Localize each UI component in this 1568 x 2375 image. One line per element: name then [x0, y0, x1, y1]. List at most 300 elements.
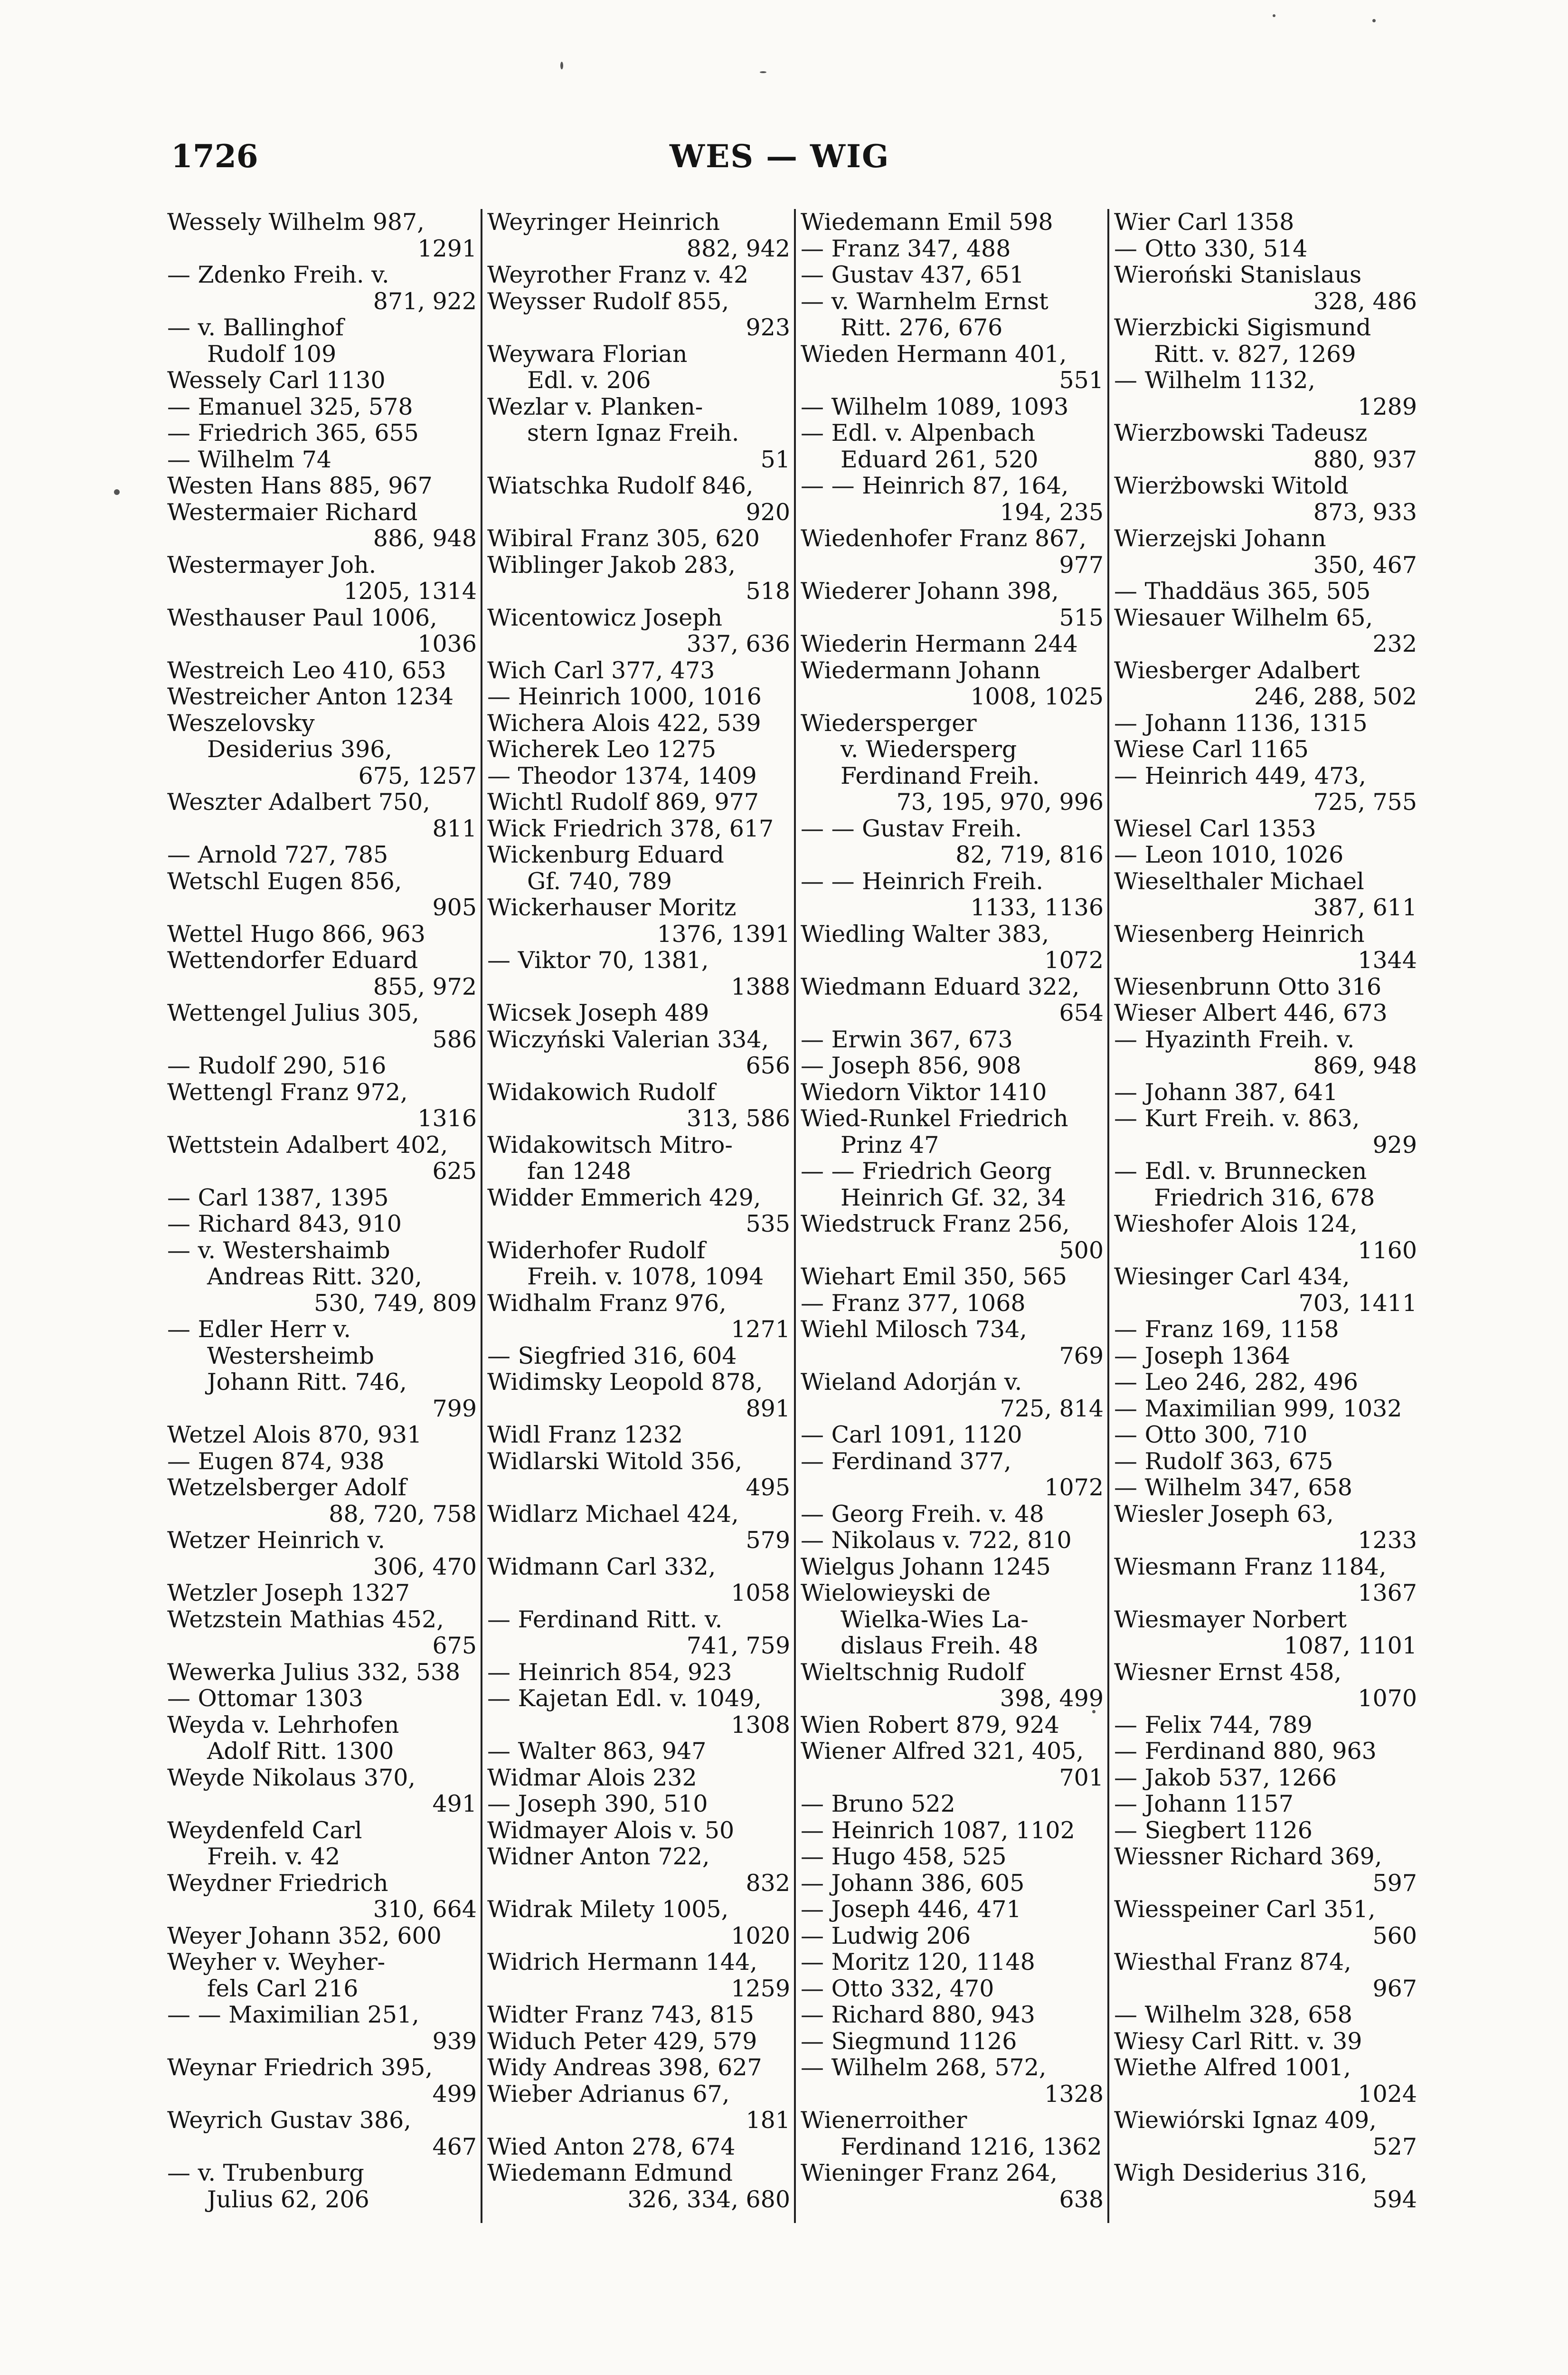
index-entry: 675, 1257: [358, 762, 477, 789]
index-entry: Wicsek Joseph 489: [487, 1000, 709, 1026]
index-entry: 703, 1411: [1298, 1290, 1417, 1316]
index-entry: Weyringer Heinrich: [487, 209, 720, 236]
index-entry: — Leo 246, 282, 496: [1114, 1369, 1359, 1396]
index-entry: 1072: [1044, 1474, 1104, 1501]
index-entry: 1328: [1044, 2080, 1104, 2107]
index-entry: 1058: [731, 1580, 790, 1606]
index-entry: 246, 288, 502: [1254, 684, 1417, 710]
index-entry: 579: [746, 1527, 790, 1554]
index-entry: Widrich Hermann 144,: [487, 1949, 757, 1976]
index-entry: 871, 922: [373, 288, 477, 314]
index-entry: — Wilhelm 1132,: [1114, 367, 1315, 394]
index-entry: Wick Friedrich 378, 617: [487, 815, 774, 842]
index-entry: — Walter 863, 947: [487, 1738, 707, 1765]
index-entry: Wiesler Joseph 63,: [1114, 1501, 1334, 1527]
index-entry: 306, 470: [373, 1553, 477, 1580]
index-entry: — Thaddäus 365, 505: [1114, 578, 1371, 605]
index-entry: Weyde Nikolaus 370,: [167, 1764, 416, 1791]
index-entry: 194, 235: [1000, 499, 1104, 525]
index-entry: 1308: [731, 1711, 790, 1738]
index-entry: — Leon 1010, 1026: [1114, 842, 1344, 868]
index-entry: — — Heinrich Freih.: [801, 868, 1044, 894]
index-entry: — Felix 744, 789: [1114, 1711, 1313, 1738]
index-entry: Wiesberger Adalbert: [1114, 657, 1360, 684]
index-entry: Wigh Desiderius 316,: [1114, 2160, 1368, 2186]
index-entry: Freih. v. 1078, 1094: [527, 1264, 764, 1290]
index-entry: Wiesel Carl 1353: [1114, 815, 1316, 842]
index-entry: — Johann 387, 641: [1114, 1079, 1338, 1105]
index-entry: Wiedmann Eduard 322,: [801, 973, 1080, 1000]
index-entry: Weyer Johann 352, 600: [167, 1922, 442, 1949]
index-entry: — Joseph 856, 908: [801, 1053, 1021, 1079]
index-entry: 1271: [731, 1316, 790, 1343]
index-entry: Widrak Milety 1005,: [487, 1896, 729, 1923]
index-entry: — v. Warnhelm Ernst: [801, 288, 1048, 314]
index-entry: 741, 759: [686, 1633, 790, 1659]
index-entry: Wiederer Johann 398,: [801, 578, 1059, 605]
index-entry: 337, 636: [686, 631, 790, 657]
index-entry: Wetschl Eugen 856,: [167, 868, 402, 894]
index-entry: 654: [1059, 1000, 1104, 1026]
index-entry: — v. Westershaimb: [167, 1237, 390, 1264]
index-entry: — Gustav 437, 651: [801, 262, 1024, 288]
index-entry: Wieber Adrianus 67,: [487, 2080, 730, 2107]
index-entry: Wiehl Milosch 734,: [801, 1316, 1027, 1343]
index-entry: Wiesenbrunn Otto 316: [1114, 973, 1382, 1000]
index-entry: Weyrich Gustav 386,: [167, 2107, 411, 2134]
index-entry: Wichera Alois 422, 539: [487, 710, 761, 736]
index-entry: — Ferdinand Ritt. v.: [487, 1606, 723, 1633]
index-entry: 530, 749, 809: [314, 1290, 477, 1316]
index-entry: fels Carl 216: [207, 1975, 359, 2002]
index-entry: Wierzejski Johann: [1114, 525, 1326, 552]
index-entry: — Wilhelm 74: [167, 446, 332, 473]
index-entry: Widl Franz 1232: [487, 1422, 683, 1448]
index-entry: 891: [746, 1395, 790, 1422]
index-entry: Wicentowicz Joseph: [487, 604, 723, 631]
index-entry: Wiewiórski Ignaz 409,: [1114, 2107, 1377, 2134]
index-entry: — Kurt Freih. v. 863,: [1114, 1105, 1360, 1132]
index-entry: 1316: [417, 1105, 477, 1132]
index-entry: Wiethe Alfred 1001,: [1114, 2054, 1351, 2081]
index-entry: Wiesy Carl Ritt. v. 39: [1114, 2028, 1362, 2054]
index-entry: Weszter Adalbert 750,: [167, 789, 430, 816]
index-entry: 1289: [1358, 393, 1417, 420]
index-entry: 1024: [1358, 2080, 1417, 2107]
index-entry: — Emanuel 325, 578: [167, 393, 413, 420]
index-entry: Andreas Ritt. 320,: [207, 1264, 422, 1290]
index-entry: Wetzer Heinrich v.: [167, 1527, 385, 1554]
index-entry: Wiedersperger: [801, 710, 977, 736]
index-entry: 560: [1372, 1922, 1417, 1949]
index-entry: — v. Trubenburg: [167, 2160, 364, 2186]
index-entry: Wiedemann Edmund: [487, 2160, 733, 2186]
index-entry: Johann Ritt. 746,: [207, 1369, 407, 1396]
index-entry: Widhalm Franz 976,: [487, 1290, 727, 1316]
index-entry: 832: [746, 1870, 790, 1896]
index-entry: Wied-Runkel Friedrich: [801, 1105, 1068, 1132]
index-entry: Widimsky Leopold 878,: [487, 1369, 763, 1396]
index-entry: 586: [432, 1026, 477, 1053]
index-entry: 499: [432, 2080, 477, 2107]
index-column-3: [794, 209, 1107, 2223]
index-entry: Wierzbicki Sigismund: [1114, 314, 1371, 341]
index-entry: — — Maximilian 251,: [167, 2002, 419, 2028]
index-entry: Wier Carl 1358: [1114, 209, 1294, 236]
index-entry: — Carl 1091, 1120: [801, 1422, 1022, 1448]
index-entry: Wetzelsberger Adolf: [167, 1474, 406, 1501]
index-entry: Heinrich Gf. 32, 34: [841, 1184, 1067, 1211]
page-number: 1726: [171, 138, 258, 175]
index-entry: Widlarski Witold 356,: [487, 1448, 743, 1474]
index-entry: — — Friedrich Georg: [801, 1158, 1052, 1185]
index-entry: Wickerhauser Moritz: [487, 894, 737, 921]
index-entry: Wielowieyski de: [801, 1580, 991, 1606]
index-entry: 769: [1059, 1342, 1104, 1369]
index-entry: 1072: [1044, 947, 1104, 974]
index-entry: 1008, 1025: [970, 684, 1104, 710]
index-entry: 886, 948: [373, 525, 477, 552]
index-entry: — Johann 1136, 1315: [1114, 710, 1368, 736]
index-entry: 82, 719, 816: [955, 842, 1104, 868]
index-entry: — Friedrich 365, 655: [167, 420, 419, 446]
index-entry: Widder Emmerich 429,: [487, 1184, 761, 1211]
index-entry: — Siegbert 1126: [1114, 1817, 1313, 1843]
index-entry: Wienerroither: [801, 2107, 967, 2134]
index-entry: — Heinrich 1087, 1102: [801, 1817, 1075, 1843]
index-entry: Weyda v. Lehrhofen: [167, 1711, 399, 1738]
index-entry: Friedrich 316, 678: [1154, 1184, 1375, 1211]
index-entry: 500: [1059, 1237, 1104, 1264]
index-entry: 495: [746, 1474, 790, 1501]
index-entry: 923: [746, 314, 790, 341]
index-entry: Wiedling Walter 383,: [801, 921, 1049, 947]
index-entry: 701: [1059, 1764, 1104, 1791]
index-entry: — Arnold 727, 785: [167, 842, 388, 868]
index-entry: Wieshofer Alois 124,: [1114, 1211, 1358, 1237]
index-entry: — Joseph 390, 510: [487, 1791, 708, 1817]
index-entry: — Johann 1157: [1114, 1791, 1294, 1817]
index-entry: — — Heinrich 87, 164,: [801, 473, 1069, 499]
index-entry: Wiesmayer Norbert: [1114, 1606, 1347, 1633]
index-entry: 313, 586: [686, 1105, 790, 1132]
index-entry: Wiedemann Emil 598: [801, 209, 1053, 236]
index-entry: 491: [432, 1791, 477, 1817]
index-entry: 51: [760, 446, 790, 473]
index-column-2: [481, 209, 794, 2223]
index-entry: — Joseph 1364: [1114, 1342, 1291, 1369]
index-entry: Rudolf 109: [207, 341, 337, 367]
index-entry: — — Gustav Freih.: [801, 815, 1022, 842]
index-entry: Wiesspeiner Carl 351,: [1114, 1896, 1376, 1923]
index-entry: 326, 334, 680: [627, 2186, 790, 2213]
index-entry: — Wilhelm 328, 658: [1114, 2002, 1352, 2028]
index-entry: — Joseph 446, 471: [801, 1896, 1021, 1923]
index-entry: 1259: [731, 1975, 790, 2002]
index-entry: Wieselthaler Michael: [1114, 868, 1364, 894]
index-entry: 967: [1372, 1975, 1417, 2002]
index-entry: — Otto 300, 710: [1114, 1422, 1308, 1448]
index-entry: — Richard 843, 910: [167, 1211, 402, 1237]
index-entry: — Jakob 537, 1266: [1114, 1764, 1337, 1791]
index-entry: — Erwin 367, 673: [801, 1026, 1013, 1053]
index-entry: Wewerka Julius 332, 538: [167, 1659, 461, 1685]
index-entry: Wiener Alfred 321, 405,: [801, 1738, 1084, 1765]
index-entry: — Rudolf 290, 516: [167, 1053, 387, 1079]
index-entry: Wicherek Leo 1275: [487, 736, 717, 763]
index-entry: Wiedermann Johann: [801, 657, 1041, 684]
index-entry: 518: [746, 578, 790, 605]
index-entry: Wiczyński Valerian 334,: [487, 1026, 769, 1053]
index-entry: 1291: [417, 235, 477, 262]
page-header: [171, 138, 1406, 185]
index-entry: Wiedorn Viktor 1410: [801, 1079, 1047, 1105]
index-entry: — Ferdinand 880, 963: [1114, 1738, 1377, 1765]
index-entry: 1087, 1101: [1284, 1633, 1417, 1659]
index-entry: 1233: [1358, 1527, 1417, 1554]
index-entry: — Otto 330, 514: [1114, 235, 1308, 262]
index-entry: Weyher v. Weyher-: [167, 1949, 386, 1976]
index-entry: Westermayer Joh.: [167, 551, 377, 578]
index-entry: 939: [432, 2028, 477, 2054]
index-entry: — Rudolf 363, 675: [1114, 1448, 1333, 1474]
index-entry: 811: [432, 815, 477, 842]
index-entry: 1388: [731, 973, 790, 1000]
index-entry: 873, 933: [1313, 499, 1417, 525]
index-entry: 625: [432, 1158, 477, 1185]
index-entry: 387, 611: [1313, 894, 1417, 921]
index-entry: 855, 972: [373, 973, 477, 1000]
index-entry: 232: [1372, 631, 1417, 657]
index-entry: Weynar Friedrich 395,: [167, 2054, 433, 2081]
index-entry: Wierzbowski Tadeusz: [1114, 420, 1368, 446]
index-entry: 1036: [417, 631, 477, 657]
index-entry: 467: [432, 2133, 477, 2160]
index-entry: 1205, 1314: [343, 578, 477, 605]
index-entry: Ferdinand 1216, 1362: [841, 2133, 1102, 2160]
index-entry: 1160: [1358, 1237, 1417, 1264]
index-entry: Westen Hans 885, 967: [167, 473, 433, 499]
index-entry: Wieland Adorján v.: [801, 1369, 1022, 1396]
index-entry: Wickenburg Eduard: [487, 842, 724, 868]
index-entry: Julius 62, 206: [207, 2186, 369, 2213]
index-entry: Wiessner Richard 369,: [1114, 1843, 1382, 1870]
index-entry: Prinz 47: [841, 1131, 939, 1158]
index-entry: Wiedstruck Franz 256,: [801, 1211, 1070, 1237]
index-entry: Widakowich Rudolf: [487, 1079, 716, 1105]
index-entry: 675: [432, 1633, 477, 1659]
index-entry: Weydner Friedrich: [167, 1870, 388, 1896]
index-entry: Westreich Leo 410, 653: [167, 657, 446, 684]
index-entry: Wetzel Alois 870, 931: [167, 1422, 422, 1448]
index-entry: v. Wiedersperg: [841, 736, 1017, 763]
index-entry: 977: [1059, 551, 1104, 578]
index-entry: 725, 755: [1313, 789, 1417, 816]
index-entry: Wieninger Franz 264,: [801, 2160, 1058, 2186]
index-entry: Westermaier Richard: [167, 499, 418, 525]
index-entry: — Johann 386, 605: [801, 1870, 1025, 1896]
index-entry: 638: [1059, 2186, 1104, 2213]
index-entry: — Nikolaus v. 722, 810: [801, 1527, 1072, 1554]
index-entry: — Georg Freih. v. 48: [801, 1501, 1044, 1527]
index-entry: 181: [746, 2107, 790, 2134]
index-entry: 527: [1372, 2133, 1417, 2160]
index-entry: 1070: [1358, 1685, 1417, 1712]
index-entry: Wiesenberg Heinrich: [1114, 921, 1365, 947]
index-entry: — Ottomar 1303: [167, 1685, 364, 1712]
index-entry: Ferdinand Freih.: [841, 762, 1040, 789]
index-entry: — Ludwig 206: [801, 1922, 971, 1949]
index-entry: 1133, 1136: [970, 894, 1104, 921]
index-entry: — Edler Herr v.: [167, 1316, 351, 1343]
index-entry: 535: [746, 1211, 790, 1237]
index-entry: Wetzstein Mathias 452,: [167, 1606, 444, 1633]
index-entry: Freih. v. 42: [207, 1843, 340, 1870]
index-entry: 929: [1372, 1131, 1417, 1158]
index-entry: — Heinrich 1000, 1016: [487, 684, 762, 710]
index-entry: dislaus Freih. 48: [841, 1633, 1039, 1659]
index-entry: Wierżbowski Witold: [1114, 473, 1349, 499]
index-entry: Widmayer Alois v. 50: [487, 1817, 735, 1843]
index-entry: 515: [1059, 604, 1104, 631]
index-column-4: [1107, 209, 1421, 2223]
index-entry: — Kajetan Edl. v. 1049,: [487, 1685, 762, 1712]
index-entry: Wiesner Ernst 458,: [1114, 1659, 1342, 1685]
index-entry: Desiderius 396,: [207, 736, 392, 763]
index-entry: Weszelovsky: [167, 710, 315, 736]
index-entry: Widy Andreas 398, 627: [487, 2054, 762, 2081]
index-entry: — Viktor 70, 1381,: [487, 947, 709, 974]
index-entry: Eduard 261, 520: [841, 446, 1039, 473]
index-entry: Wettengel Julius 305,: [167, 1000, 419, 1026]
index-entry: Wichtl Rudolf 869, 977: [487, 789, 759, 816]
index-entry: Wettendorfer Eduard: [167, 947, 418, 974]
index-entry: 594: [1372, 2186, 1417, 2213]
index-entry: Westersheimb: [207, 1342, 374, 1369]
index-entry: Gf. 740, 789: [527, 868, 672, 894]
index-entry: — Heinrich 854, 923: [487, 1659, 732, 1685]
index-entry: Widlarz Michael 424,: [487, 1501, 739, 1527]
index-entry: — Bruno 522: [801, 1791, 955, 1817]
index-entry: — Maximilian 999, 1032: [1114, 1395, 1402, 1422]
index-entry: Wich Carl 377, 473: [487, 657, 715, 684]
index-entry: 656: [746, 1053, 790, 1079]
index-entry: Wiese Carl 1165: [1114, 736, 1309, 763]
index-entry: 551: [1059, 367, 1104, 394]
index-entry: Weysser Rudolf 855,: [487, 288, 729, 314]
index-entry: 1020: [731, 1922, 790, 1949]
index-entry: — Siegfried 316, 604: [487, 1342, 737, 1369]
index-entry: Weywara Florian: [487, 341, 688, 367]
running-head: WES — WIG: [670, 138, 890, 175]
index-entry: Westhauser Paul 1006,: [167, 604, 437, 631]
index-entry: 310, 664: [373, 1896, 477, 1923]
index-entry: 905: [432, 894, 477, 921]
index-entry: Widner Anton 722,: [487, 1843, 710, 1870]
index-entry: — Wilhelm 347, 658: [1114, 1474, 1352, 1501]
index-entry: Widmann Carl 332,: [487, 1553, 716, 1580]
index-entry: 1344: [1358, 947, 1417, 974]
index-entry: Wien Robert 879, 924: [801, 1711, 1059, 1738]
index-entry: 73, 195, 970, 996: [896, 789, 1104, 816]
index-entry: Widmar Alois 232: [487, 1764, 697, 1791]
index-entry: Ritt. 276, 676: [841, 314, 1003, 341]
index-entry: 1367: [1358, 1580, 1417, 1606]
index-entry: — Ferdinand 377,: [801, 1448, 1011, 1474]
index-entry: Wiesthal Franz 874,: [1114, 1949, 1351, 1976]
index-entry: — Edl. v. Alpenbach: [801, 420, 1036, 446]
index-entry: — Hugo 458, 525: [801, 1843, 1007, 1870]
index-entry: Wiatschka Rudolf 846,: [487, 473, 754, 499]
index-entry: 869, 948: [1313, 1053, 1417, 1079]
index-entry: 350, 467: [1313, 551, 1417, 578]
index-entry: — Zdenko Freih. v.: [167, 262, 389, 288]
index-entry: — Wilhelm 268, 572,: [801, 2054, 1047, 2081]
index-entry: Wiesinger Carl 434,: [1114, 1264, 1350, 1290]
index-entry: — Heinrich 449, 473,: [1114, 762, 1366, 789]
index-entry: Weydenfeld Carl: [167, 1817, 362, 1843]
index-entry: Wieroński Stanislaus: [1114, 262, 1362, 288]
index-entry: Wieser Albert 446, 673: [1114, 1000, 1388, 1026]
index-entry: Wettel Hugo 866, 963: [167, 921, 425, 947]
index-entry: Wezlar v. Planken-: [487, 393, 703, 420]
index-entry: fan 1248: [527, 1158, 632, 1185]
index-entry: — Eugen 874, 938: [167, 1448, 385, 1474]
index-entry: Ritt. v. 827, 1269: [1154, 341, 1356, 367]
index-entry: 920: [746, 499, 790, 525]
index-entry: Weyrother Franz v. 42: [487, 262, 749, 288]
index-entry: — Siegmund 1126: [801, 2028, 1017, 2054]
index-entry: Wieltschnig Rudolf: [801, 1659, 1024, 1685]
index-entry: Wied Anton 278, 674: [487, 2133, 736, 2160]
index-entry: — Otto 332, 470: [801, 1975, 994, 2002]
index-entry: 88, 720, 758: [329, 1501, 477, 1527]
index-entry: Wieden Hermann 401,: [801, 341, 1067, 367]
index-entry: Wielka-Wies La-: [841, 1606, 1029, 1633]
index-entry: — Franz 347, 488: [801, 235, 1011, 262]
index-entry: Widuch Peter 429, 579: [487, 2028, 757, 2054]
name-index: [167, 209, 1421, 2223]
index-entry: Widter Franz 743, 815: [487, 2002, 755, 2028]
index-entry: Wiesmann Franz 1184,: [1114, 1553, 1387, 1580]
index-entry: Wetzler Joseph 1327: [167, 1580, 410, 1606]
index-entry: 398, 499: [1000, 1685, 1104, 1712]
index-entry: stern Ignaz Freih.: [527, 420, 739, 446]
index-entry: 1376, 1391: [657, 921, 790, 947]
index-entry: Wettstein Adalbert 402,: [167, 1131, 448, 1158]
index-entry: Wettengl Franz 972,: [167, 1079, 408, 1105]
index-entry: — Wilhelm 1089, 1093: [801, 393, 1069, 420]
index-entry: Wielgus Johann 1245: [801, 1553, 1051, 1580]
index-entry: — Franz 169, 1158: [1114, 1316, 1339, 1343]
index-entry: Wiesauer Wilhelm 65,: [1114, 604, 1373, 631]
index-entry: Widerhofer Rudolf: [487, 1237, 706, 1264]
index-entry: Wiehart Emil 350, 565: [801, 1264, 1067, 1290]
index-entry: — Edl. v. Brunnecken: [1114, 1158, 1367, 1185]
index-entry: Westreicher Anton 1234: [167, 684, 454, 710]
index-entry: — v. Ballinghof: [167, 314, 344, 341]
index-entry: Wibiral Franz 305, 620: [487, 525, 760, 552]
index-entry: — Franz 377, 1068: [801, 1290, 1026, 1316]
index-entry: — Theodor 1374, 1409: [487, 762, 757, 789]
index-entry: Widakowitsch Mitro-: [487, 1131, 733, 1158]
index-entry: Wiedenhofer Franz 867,: [801, 525, 1086, 552]
index-entry: — Richard 880, 943: [801, 2002, 1035, 2028]
index-entry: 799: [432, 1395, 477, 1422]
index-entry: 882, 942: [686, 235, 790, 262]
index-entry: Wiederin Hermann 244: [801, 631, 1078, 657]
index-entry: Wiblinger Jakob 283,: [487, 551, 736, 578]
